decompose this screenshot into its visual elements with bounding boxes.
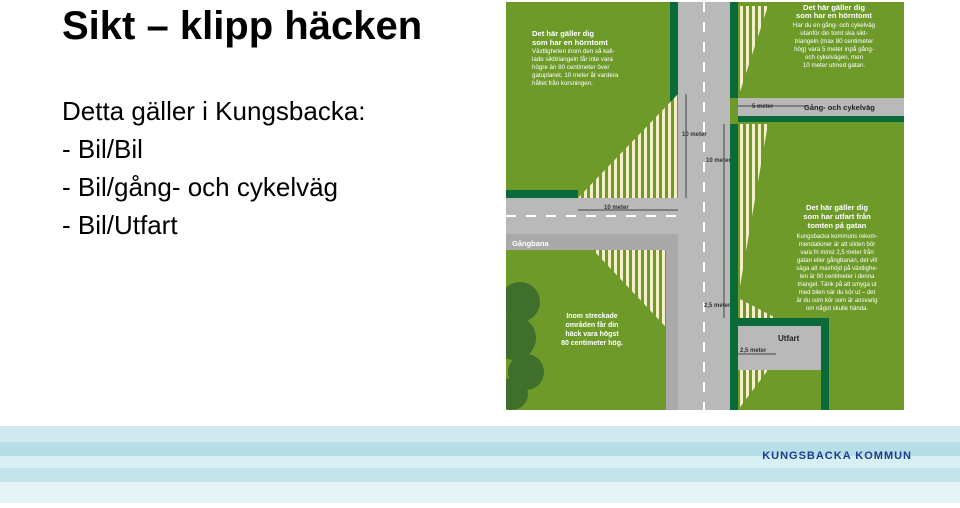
svg-text:häck vara högst: häck vara högst bbox=[565, 331, 619, 338]
svg-text:Det här gäller dig: Det här gäller dig bbox=[802, 3, 866, 12]
svg-text:mendationer är att sikten bör: mendationer är att sikten bör bbox=[798, 242, 876, 248]
measure-10m-lower: 10 meter bbox=[706, 158, 731, 164]
info-driveway bbox=[796, 203, 877, 312]
footer-band bbox=[0, 424, 960, 503]
svg-text:Kungsbacka kommuns rekom-: Kungsbacka kommuns rekom- bbox=[796, 234, 878, 240]
measure-10m-horizontal: 10 meter bbox=[604, 205, 629, 211]
visibility-illustration bbox=[506, 2, 904, 410]
hedge bbox=[506, 190, 578, 198]
measure-2-5m-vertical: 2,5 meter bbox=[704, 303, 731, 309]
svg-text:är du som kör som är ansvarig: är du som kör som är ansvarig bbox=[796, 298, 878, 304]
brand-logo-text: KUNGSBACKA KOMMUN bbox=[762, 450, 912, 462]
svg-text:gatuplanet, 10 meter åt varder: gatuplanet, 10 meter åt vardera bbox=[532, 72, 619, 79]
svg-text:Växtligheten inom den så kall-: Växtligheten inom den så kall- bbox=[532, 48, 615, 55]
measure-2-5m-horizontal: 2,5 meter bbox=[740, 348, 767, 354]
svg-text:10 meter utmed gatan.: 10 meter utmed gatan. bbox=[802, 62, 866, 69]
svg-text:som har en hörntomt: som har en hörntomt bbox=[532, 38, 608, 47]
bullet-list bbox=[62, 92, 366, 244]
bullet-car-driveway: - Bil/Utfart bbox=[62, 210, 178, 240]
svg-text:triangel. Tänk på att smyga ut: triangel. Tänk på att smyga ut bbox=[797, 282, 877, 288]
bullet-car-cycle: - Bil/gång- och cykelväg bbox=[62, 172, 339, 202]
svg-text:säga att maxhöjd på växtlighe-: säga att maxhöjd på växtlighe- bbox=[796, 266, 878, 272]
svg-text:Har du en gång- och cykelväg: Har du en gång- och cykelväg bbox=[792, 22, 876, 29]
svg-text:lade sikttriangeln får inte va: lade sikttriangeln får inte vara bbox=[532, 56, 613, 63]
info-corner-lot bbox=[532, 29, 619, 87]
svg-text:som har en hörntomt: som har en hörntomt bbox=[796, 11, 872, 20]
svg-text:Inom streckade: Inom streckade bbox=[566, 313, 618, 320]
svg-text:högre än 80 centimeter över: högre än 80 centimeter över bbox=[532, 64, 610, 71]
slide-title: Sikt – klipp häcken bbox=[62, 4, 423, 48]
svg-text:områden får din: områden får din bbox=[565, 322, 619, 329]
label-cycle-path: Gång- och cykelväg bbox=[804, 103, 875, 112]
measure-10m-upper: 10 meter bbox=[682, 132, 707, 138]
svg-text:Det här gäller dig: Det här gäller dig bbox=[532, 29, 595, 38]
svg-text:80 centimeter hög.: 80 centimeter hög. bbox=[561, 340, 623, 347]
hedge bbox=[821, 318, 829, 410]
bullet-car-car: - Bil/Bil bbox=[62, 134, 143, 164]
svg-text:vara fri minst 2,5 meter från: vara fri minst 2,5 meter från bbox=[800, 250, 874, 256]
sidewalk-vertical bbox=[666, 234, 678, 410]
svg-text:om något skulle hända.: om något skulle hända. bbox=[805, 306, 869, 312]
svg-text:Det här gäller dig: Det här gäller dig bbox=[805, 203, 869, 212]
svg-text:som har utfart från: som har utfart från bbox=[803, 212, 871, 221]
hedge bbox=[730, 124, 738, 410]
svg-text:och cykelvägen, men: och cykelvägen, men bbox=[804, 54, 864, 61]
svg-text:utanför din tomt ska sikt-: utanför din tomt ska sikt- bbox=[800, 30, 868, 37]
svg-text:gatan eller gångbanan, det vil: gatan eller gångbanan, det vill bbox=[796, 258, 878, 264]
svg-text:med bilen när du kör ut – det: med bilen när du kör ut – det bbox=[798, 290, 876, 296]
hedge bbox=[730, 2, 738, 98]
label-driveway: Utfart bbox=[778, 334, 800, 343]
svg-text:tomten på gatan: tomten på gatan bbox=[807, 221, 867, 230]
measure-5m: 5 meter bbox=[752, 104, 774, 110]
svg-text:ten är 80 centimeter i denna: ten är 80 centimeter i denna bbox=[799, 274, 875, 280]
svg-text:hållet från korsningen.: hållet från korsningen. bbox=[532, 80, 593, 87]
svg-text:hög) vara 5 meter inpå gång-: hög) vara 5 meter inpå gång- bbox=[794, 46, 874, 53]
label-sidewalk: Gångbana bbox=[512, 239, 549, 248]
hedge bbox=[736, 318, 826, 326]
bullet-intro: Detta gäller i Kungsbacka: bbox=[62, 96, 366, 126]
svg-text:triangeln (max 80 centimeter: triangeln (max 80 centimeter bbox=[794, 38, 874, 45]
